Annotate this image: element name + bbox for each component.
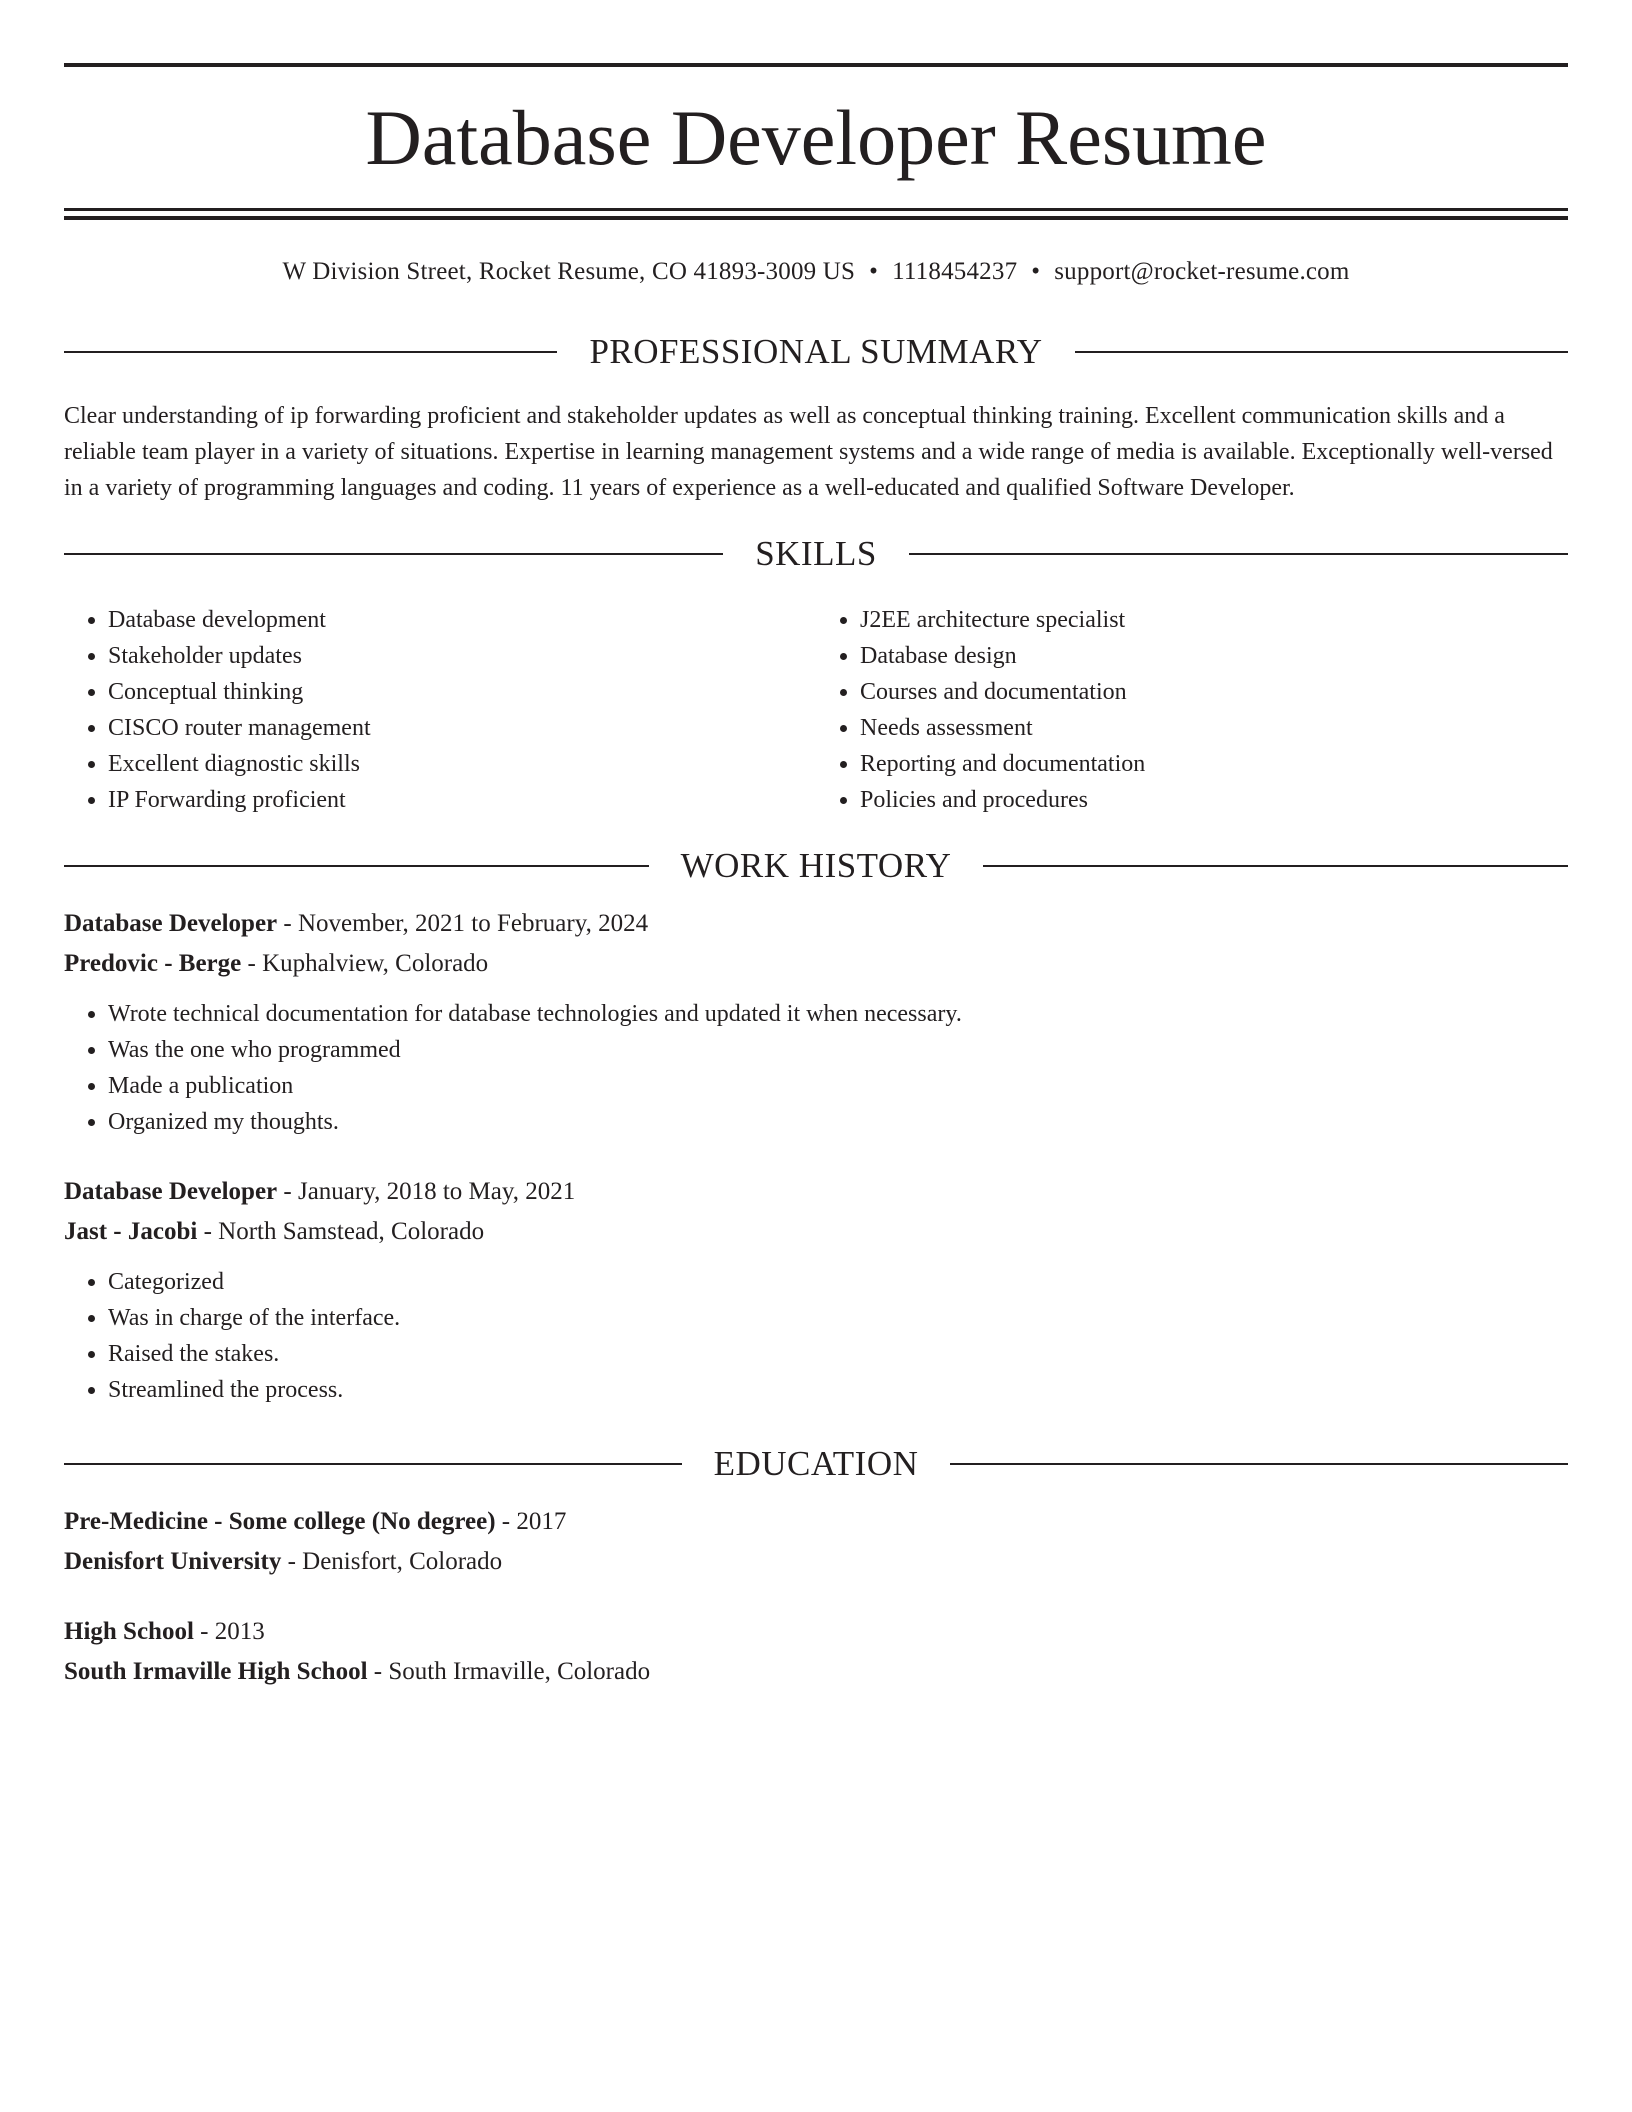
section-heading-education xyxy=(64,1444,1568,1484)
title-double-rule xyxy=(64,208,1568,220)
education-location: - South Irmaville, Colorado xyxy=(367,1658,651,1685)
heading-rule xyxy=(1075,351,1568,353)
skill-item: • Reporting and documentation xyxy=(860,746,1568,782)
education-degree-line xyxy=(64,1612,1568,1652)
education-school: Denisfort University xyxy=(64,1548,282,1575)
page-title: Database Developer Resume xyxy=(365,94,1267,181)
skills-column-left xyxy=(64,602,816,818)
heading-rule xyxy=(64,553,723,555)
job-location: - North Samstead, Colorado xyxy=(197,1218,485,1245)
job-title-line xyxy=(64,1172,1568,1212)
education-school: South Irmaville High School xyxy=(64,1658,368,1685)
job-bullet: • Streamlined the process. xyxy=(108,1372,1568,1408)
job-bullet: • Was in charge of the interface. xyxy=(108,1300,1568,1336)
skill-item: • Conceptual thinking xyxy=(108,674,816,710)
education-entry xyxy=(64,1502,1568,1582)
skills-list xyxy=(64,602,1568,818)
section-heading-skills xyxy=(64,534,1568,574)
education-year: - 2017 xyxy=(495,1508,567,1535)
contact-email: support@rocket-resume.com xyxy=(1054,258,1350,285)
section-heading-summary xyxy=(64,332,1568,372)
job-company-line xyxy=(64,1212,1568,1252)
section-title: WORK HISTORY xyxy=(680,846,952,885)
education-degree-line xyxy=(64,1502,1568,1542)
skill-item: • CISCO router management xyxy=(108,710,816,746)
skill-item: • IP Forwarding proficient xyxy=(108,782,816,818)
skill-item: • J2EE architecture specialist xyxy=(860,602,1568,638)
job-company: Predovic - Berge xyxy=(64,950,242,977)
section-title: EDUCATION xyxy=(713,1444,919,1483)
skill-item: • Courses and documentation xyxy=(860,674,1568,710)
contact-separator: • xyxy=(869,258,879,285)
job-bullet: • Raised the stakes. xyxy=(108,1336,1568,1372)
job-company: Jast - Jacobi xyxy=(64,1218,198,1245)
contact-separator: • xyxy=(1031,258,1041,285)
job-bullet: • Was the one who programmed xyxy=(108,1032,1568,1068)
contact-phone: 1118454237 xyxy=(892,258,1018,285)
job-dates: - November, 2021 to February, 2024 xyxy=(277,910,649,937)
job-title: Database Developer xyxy=(64,910,278,937)
skill-item: • Needs assessment xyxy=(860,710,1568,746)
job-bullets xyxy=(64,1264,1568,1408)
job-bullet: • Wrote technical documentation for database technologies and updated it when necessary. xyxy=(108,996,1568,1032)
education-degree: Pre-Medicine - Some college (No degree) xyxy=(64,1508,496,1535)
education-entry xyxy=(64,1612,1568,1692)
job-title-line xyxy=(64,904,1568,944)
job-entry xyxy=(64,904,1568,1140)
skill-item: • Policies and procedures xyxy=(860,782,1568,818)
job-bullets xyxy=(64,996,1568,1140)
summary-text: Clear understanding of ip forwarding proficient and stakeholder updates as well as conceptual thinking training. Excellent communication skills and a reliable team player in a variety of situations. Expertise in learning management systems and a wide range of media is available. Exceptionally well-versed in a variety of programming languages and coding. 11 years of experience as a well-educated and qualified Software Developer. xyxy=(64,403,1553,501)
education-location: - Denisfort, Colorado xyxy=(281,1548,503,1575)
job-bullet: • Organized my thoughts. xyxy=(108,1104,1568,1140)
contact-line xyxy=(64,254,1568,290)
job-company-line xyxy=(64,944,1568,984)
job-location: - Kuphalview, Colorado xyxy=(241,950,489,977)
education-year: - 2013 xyxy=(193,1618,265,1645)
job-bullet: • Categorized xyxy=(108,1264,1568,1300)
skill-item: • Database development xyxy=(108,602,816,638)
skills-column-right xyxy=(816,602,1568,818)
heading-rule xyxy=(950,1463,1568,1465)
heading-rule xyxy=(64,865,649,867)
contact-address: W Division Street, Rocket Resume, CO 41893-3009 US xyxy=(282,258,856,285)
job-bullet: • Made a publication xyxy=(108,1068,1568,1104)
top-rule xyxy=(64,63,1568,67)
skill-item: • Excellent diagnostic skills xyxy=(108,746,816,782)
skill-item: • Stakeholder updates xyxy=(108,638,816,674)
skill-item: • Database design xyxy=(860,638,1568,674)
section-title: SKILLS xyxy=(755,534,877,573)
heading-rule xyxy=(64,1463,682,1465)
section-title: PROFESSIONAL SUMMARY xyxy=(589,332,1043,371)
job-dates: - January, 2018 to May, 2021 xyxy=(277,1178,576,1205)
section-heading-work xyxy=(64,846,1568,886)
job-title: Database Developer xyxy=(64,1178,278,1205)
heading-rule xyxy=(64,351,557,353)
education-school-line xyxy=(64,1542,1568,1582)
job-entry xyxy=(64,1172,1568,1408)
education-degree: High School xyxy=(64,1618,194,1645)
heading-rule xyxy=(983,865,1568,867)
heading-rule xyxy=(909,553,1568,555)
education-school-line xyxy=(64,1652,1568,1692)
